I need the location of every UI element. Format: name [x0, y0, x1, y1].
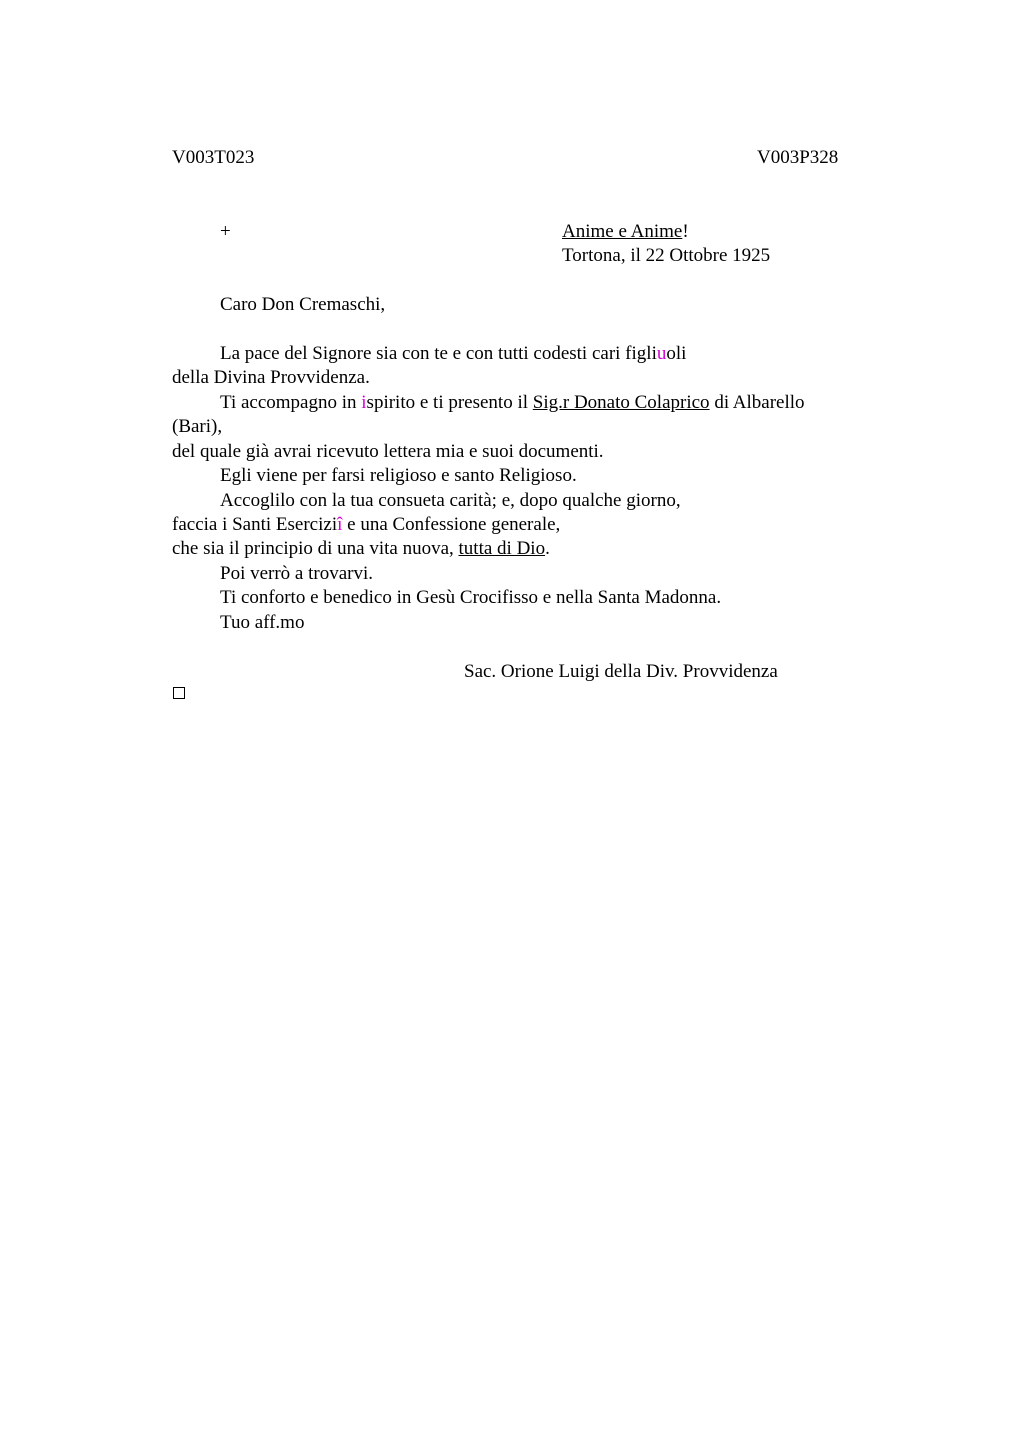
paragraph-4-line-2	[172, 513, 560, 537]
p2-text-b: spirito e ti presento il	[366, 392, 533, 413]
closing: Tuo aff.mo	[220, 612, 305, 633]
p1-text-a: La pace del Signore sia con te e con tutti codesti cari figli	[220, 343, 657, 364]
paragraph-1-line-1	[220, 342, 686, 366]
p4-text-b: e una Confessione generale,	[342, 514, 561, 535]
p4-line3-text-b: .	[545, 538, 550, 559]
end-square-mark	[173, 687, 185, 699]
cross-mark: +	[220, 221, 231, 242]
p4-editorial-mark: î	[337, 514, 343, 535]
paragraph-4-line-3	[172, 537, 550, 561]
p2-text-c: di Albarello	[709, 392, 805, 413]
paragraph-6: Ti conforto e benedico in Gesù Crocifisso e nella Santa Madonna.	[220, 587, 722, 608]
header-left-code: V003T023	[172, 147, 255, 168]
paragraph-1-line-2: della Divina Provvidenza.	[172, 367, 370, 388]
paragraph-2-line-1	[220, 391, 805, 415]
motto-text: Anime e Anime	[562, 221, 683, 242]
salutation: Caro Don Cremaschi,	[220, 294, 386, 315]
motto	[562, 220, 689, 244]
p2-text-a: Ti accompagno in	[220, 392, 362, 413]
motto-punct: !	[682, 221, 689, 242]
signature: Sac. Orione Luigi della Div. Provvidenza	[464, 661, 778, 682]
place-date: Tortona, il 22 Ottobre 1925	[562, 245, 771, 266]
p2-person-name: Sig.r Donato Colaprico	[532, 392, 710, 413]
paragraph-2-line-2: (Bari),	[172, 416, 223, 437]
p1-text-b: oli	[666, 343, 687, 364]
paragraph-2-line-3: del quale già avrai ricevuto lettera mia e suoi documenti.	[172, 441, 604, 462]
p1-editorial-mark: u	[656, 343, 667, 364]
header-right-code: V003P328	[757, 147, 839, 168]
p4-text-a: faccia i Santi Esercizi	[172, 514, 338, 535]
p4-underlined-phrase: tutta di Dio	[458, 538, 546, 559]
p2-editorial-mark: i	[361, 392, 367, 413]
paragraph-4-line-1: Accoglilo con la tua consueta carità; e, dopo qualche giorno,	[220, 490, 681, 511]
paragraph-3: Egli viene per farsi religioso e santo Religioso.	[220, 465, 577, 486]
paragraph-5: Poi verrò a trovarvi.	[220, 563, 374, 584]
p4-line3-text-a: che sia il principio di una vita nuova,	[172, 538, 459, 559]
